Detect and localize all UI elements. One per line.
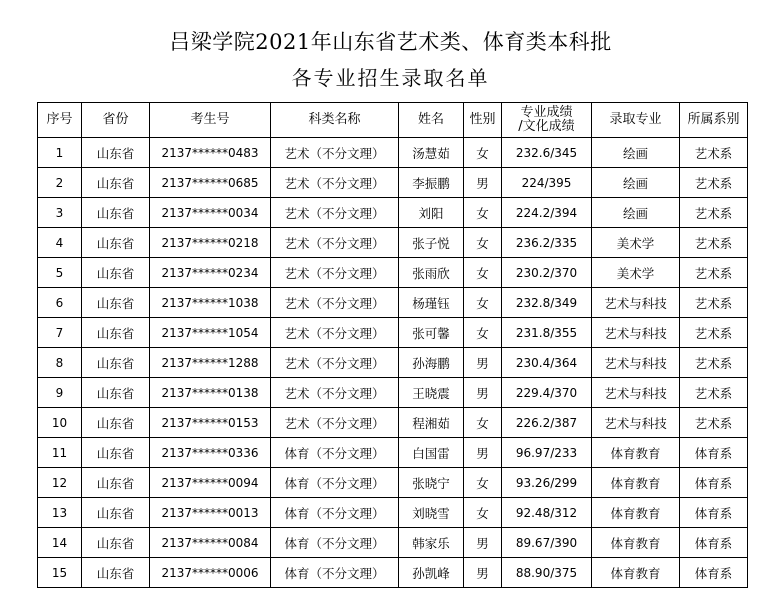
- cell-major: 美术学: [592, 228, 680, 258]
- cell-gender: 女: [464, 198, 502, 228]
- cell-category: 艺术（不分文理）: [271, 138, 399, 168]
- cell-dept: 艺术系: [680, 228, 748, 258]
- cell-category: 艺术（不分文理）: [271, 228, 399, 258]
- table-row: [38, 558, 748, 588]
- cell-category: 体育（不分文理）: [271, 498, 399, 528]
- cell-category: 体育（不分文理）: [271, 438, 399, 468]
- header-score-line2: /文化成绩: [518, 119, 575, 134]
- cell-name: 孙海鹏: [399, 348, 464, 378]
- table-row: [38, 438, 748, 468]
- cell-category: 艺术（不分文理）: [271, 318, 399, 348]
- table-row: [38, 498, 748, 528]
- cell-seq: 9: [38, 378, 82, 408]
- cell-score: 230.4/364: [502, 348, 592, 378]
- cell-major: 体育教育: [592, 528, 680, 558]
- table-row: [38, 408, 748, 438]
- cell-province: 山东省: [82, 378, 150, 408]
- cell-province: 山东省: [82, 558, 150, 588]
- document-subtitle: 各专业招生录取名单: [291, 66, 490, 90]
- cell-score: 232.6/345: [502, 138, 592, 168]
- cell-dept: 体育系: [680, 438, 748, 468]
- cell-name: 张晓宁: [399, 468, 464, 498]
- admission-table: [37, 102, 748, 588]
- header-score-line1: 专业成绩: [520, 105, 573, 120]
- cell-major: 绘画: [592, 198, 680, 228]
- cell-province: 山东省: [82, 168, 150, 198]
- cell-province: 山东省: [82, 438, 150, 468]
- cell-score: 229.4/370: [502, 378, 592, 408]
- cell-exam-no: 2137******0006: [150, 558, 271, 588]
- header-name: 姓名: [399, 103, 464, 138]
- cell-exam-no: 2137******0483: [150, 138, 271, 168]
- cell-exam-no: 2137******1054: [150, 318, 271, 348]
- cell-gender: 男: [464, 438, 502, 468]
- cell-exam-no: 2137******0094: [150, 468, 271, 498]
- cell-major: 艺术与科技: [592, 288, 680, 318]
- cell-major: 艺术与科技: [592, 378, 680, 408]
- cell-gender: 女: [464, 408, 502, 438]
- cell-province: 山东省: [82, 138, 150, 168]
- cell-score: 224/395: [502, 168, 592, 198]
- cell-name: 李振鹏: [399, 168, 464, 198]
- cell-category: 体育（不分文理）: [271, 558, 399, 588]
- cell-gender: 男: [464, 348, 502, 378]
- cell-name: 刘阳: [399, 198, 464, 228]
- cell-exam-no: 2137******0138: [150, 378, 271, 408]
- header-seq: 序号: [38, 103, 82, 138]
- header-major: 录取专业: [592, 103, 680, 138]
- table-row: [38, 468, 748, 498]
- cell-category: 艺术（不分文理）: [271, 198, 399, 228]
- cell-dept: 艺术系: [680, 138, 748, 168]
- cell-province: 山东省: [82, 408, 150, 438]
- cell-gender: 男: [464, 168, 502, 198]
- cell-province: 山东省: [82, 198, 150, 228]
- cell-exam-no: 2137******0234: [150, 258, 271, 288]
- cell-gender: 女: [464, 258, 502, 288]
- cell-category: 艺术（不分文理）: [271, 348, 399, 378]
- cell-score: 236.2/335: [502, 228, 592, 258]
- cell-dept: 艺术系: [680, 378, 748, 408]
- cell-seq: 12: [38, 468, 82, 498]
- cell-exam-no: 2137******0685: [150, 168, 271, 198]
- cell-gender: 女: [464, 228, 502, 258]
- cell-dept: 艺术系: [680, 318, 748, 348]
- cell-category: 艺术（不分文理）: [271, 378, 399, 408]
- cell-score: 96.97/233: [502, 438, 592, 468]
- cell-dept: 体育系: [680, 528, 748, 558]
- cell-seq: 14: [38, 528, 82, 558]
- cell-name: 刘晓雪: [399, 498, 464, 528]
- cell-gender: 男: [464, 528, 502, 558]
- cell-major: 体育教育: [592, 498, 680, 528]
- cell-gender: 女: [464, 138, 502, 168]
- cell-seq: 6: [38, 288, 82, 318]
- cell-seq: 7: [38, 318, 82, 348]
- cell-seq: 11: [38, 438, 82, 468]
- cell-dept: 艺术系: [680, 408, 748, 438]
- cell-exam-no: 2137******0084: [150, 528, 271, 558]
- cell-name: 孙凯峰: [399, 558, 464, 588]
- cell-category: 艺术（不分文理）: [271, 168, 399, 198]
- cell-name: 白国雷: [399, 438, 464, 468]
- header-exam-no: 考生号: [150, 103, 271, 138]
- cell-major: 绘画: [592, 168, 680, 198]
- cell-seq: 13: [38, 498, 82, 528]
- cell-category: 艺术（不分文理）: [271, 408, 399, 438]
- cell-major: 美术学: [592, 258, 680, 288]
- table-row: [38, 198, 748, 228]
- table-header-row: [38, 103, 748, 138]
- cell-name: 汤慧茹: [399, 138, 464, 168]
- table-row: [38, 378, 748, 408]
- cell-score: 92.48/312: [502, 498, 592, 528]
- cell-exam-no: 2137******1038: [150, 288, 271, 318]
- cell-gender: 男: [464, 558, 502, 588]
- cell-seq: 1: [38, 138, 82, 168]
- table-body: [38, 138, 748, 588]
- cell-exam-no: 2137******0034: [150, 198, 271, 228]
- cell-score: 88.90/375: [502, 558, 592, 588]
- cell-seq: 5: [38, 258, 82, 288]
- cell-major: 体育教育: [592, 438, 680, 468]
- cell-seq: 3: [38, 198, 82, 228]
- cell-category: 艺术（不分文理）: [271, 288, 399, 318]
- table-row: [38, 258, 748, 288]
- cell-province: 山东省: [82, 258, 150, 288]
- cell-category: 体育（不分文理）: [271, 468, 399, 498]
- cell-seq: 15: [38, 558, 82, 588]
- cell-exam-no: 2137******0218: [150, 228, 271, 258]
- cell-category: 体育（不分文理）: [271, 528, 399, 558]
- cell-gender: 女: [464, 498, 502, 528]
- cell-dept: 体育系: [680, 558, 748, 588]
- cell-name: 张雨欣: [399, 258, 464, 288]
- cell-dept: 艺术系: [680, 198, 748, 228]
- cell-gender: 女: [464, 288, 502, 318]
- cell-major: 艺术与科技: [592, 318, 680, 348]
- cell-province: 山东省: [82, 228, 150, 258]
- cell-name: 杨瑾钰: [399, 288, 464, 318]
- cell-major: 艺术与科技: [592, 348, 680, 378]
- header-gender: 性别: [464, 103, 502, 138]
- cell-name: 程湘茹: [399, 408, 464, 438]
- cell-dept: 艺术系: [680, 348, 748, 378]
- table-row: [38, 168, 748, 198]
- cell-dept: 艺术系: [680, 258, 748, 288]
- cell-category: 艺术（不分文理）: [271, 258, 399, 288]
- cell-seq: 10: [38, 408, 82, 438]
- header-score: [502, 103, 592, 138]
- cell-major: 绘画: [592, 138, 680, 168]
- cell-score: 93.26/299: [502, 468, 592, 498]
- cell-name: 韩家乐: [399, 528, 464, 558]
- cell-province: 山东省: [82, 528, 150, 558]
- table-row: [38, 228, 748, 258]
- cell-name: 王晓震: [399, 378, 464, 408]
- cell-score: 226.2/387: [502, 408, 592, 438]
- cell-exam-no: 2137******1288: [150, 348, 271, 378]
- table-row: [38, 138, 748, 168]
- cell-exam-no: 2137******0336: [150, 438, 271, 468]
- header-category: 科类名称: [271, 103, 399, 138]
- table-row: [38, 318, 748, 348]
- cell-major: 体育教育: [592, 558, 680, 588]
- cell-score: 89.67/390: [502, 528, 592, 558]
- cell-province: 山东省: [82, 348, 150, 378]
- cell-seq: 8: [38, 348, 82, 378]
- table-row: [38, 528, 748, 558]
- cell-province: 山东省: [82, 498, 150, 528]
- cell-dept: 艺术系: [680, 288, 748, 318]
- cell-major: 艺术与科技: [592, 408, 680, 438]
- cell-score: 231.8/355: [502, 318, 592, 348]
- cell-gender: 女: [464, 468, 502, 498]
- cell-gender: 女: [464, 318, 502, 348]
- cell-score: 224.2/394: [502, 198, 592, 228]
- cell-score: 232.8/349: [502, 288, 592, 318]
- cell-dept: 艺术系: [680, 168, 748, 198]
- cell-score: 230.2/370: [502, 258, 592, 288]
- table-row: [38, 288, 748, 318]
- cell-gender: 男: [464, 378, 502, 408]
- document-title: 吕梁学院2021年山东省艺术类、体育类本科批: [169, 30, 612, 54]
- cell-province: 山东省: [82, 468, 150, 498]
- cell-name: 张可馨: [399, 318, 464, 348]
- cell-seq: 4: [38, 228, 82, 258]
- header-province: 省份: [82, 103, 150, 138]
- cell-name: 张子悦: [399, 228, 464, 258]
- cell-province: 山东省: [82, 318, 150, 348]
- table-row: [38, 348, 748, 378]
- cell-exam-no: 2137******0013: [150, 498, 271, 528]
- header-dept: 所属系别: [680, 103, 748, 138]
- cell-exam-no: 2137******0153: [150, 408, 271, 438]
- cell-province: 山东省: [82, 288, 150, 318]
- cell-seq: 2: [38, 168, 82, 198]
- cell-dept: 体育系: [680, 498, 748, 528]
- cell-major: 体育教育: [592, 468, 680, 498]
- cell-dept: 体育系: [680, 468, 748, 498]
